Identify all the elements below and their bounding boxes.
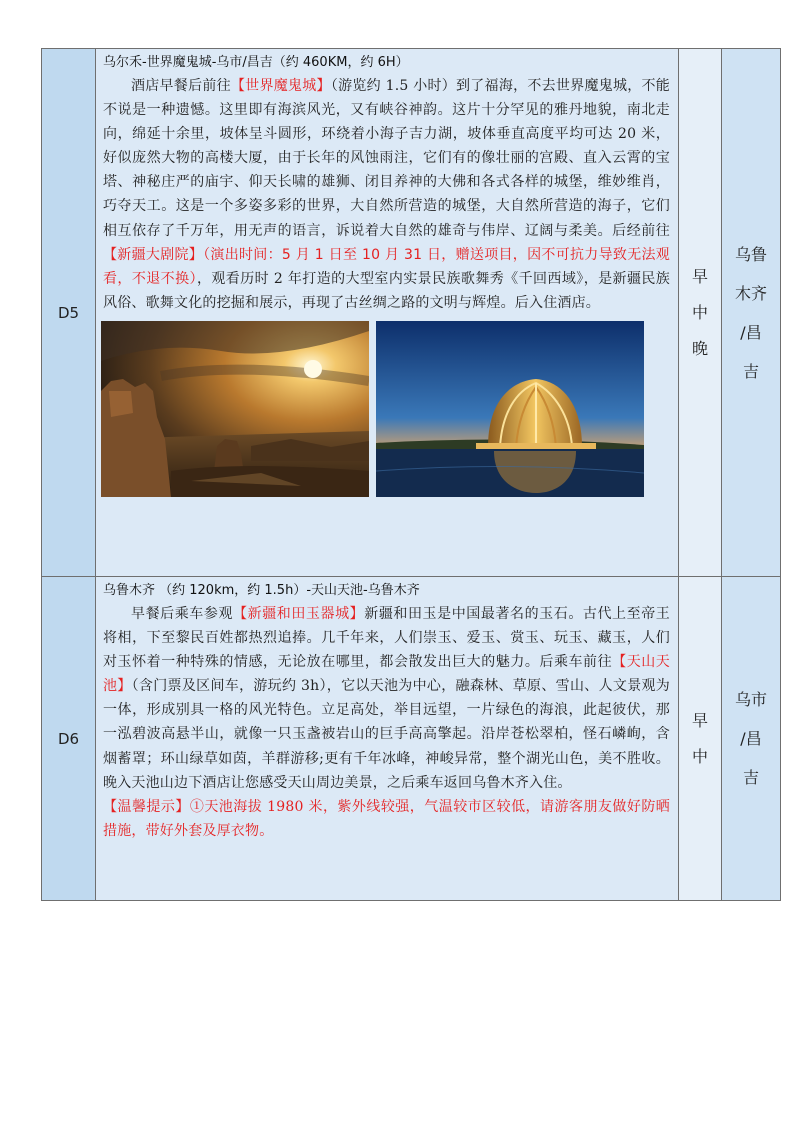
meal-cell bbox=[679, 49, 722, 577]
description-text: （含门票及区间车，游玩约 3h），它以天池为中心，融森林、草原、雪山、人文景观为一体，形成别具一格的风光特色。立足高处，举目远望，一片绿色的海浪，此起彼伏，那一泓碧波高悬半山，就像一只玉盏被岩山的巨手高高擎起。沿岸苍松翠柏，怪石嶙峋，含烟蓄罩；环山绿草如茵，羊群游移;更有千年冰峰，神峻异常，整个湖光山色，美不胜收。晚入天池山边下酒店让您感受天山周边美景，之后乘车返回乌鲁木齐入住。 bbox=[103, 678, 671, 791]
description-text: 早餐后乘车参观 bbox=[131, 606, 234, 622]
hotel-line: 吉 bbox=[742, 768, 759, 787]
description-text: 酒店早餐后前往 bbox=[131, 78, 231, 94]
meal-cell bbox=[679, 577, 722, 901]
meal-breakfast: 早 bbox=[691, 266, 708, 286]
tip-label: 【温馨提示】 bbox=[103, 798, 190, 815]
hotel-line: /昌 bbox=[740, 729, 762, 748]
day-label: D6 bbox=[42, 577, 96, 901]
ghost-city-photo bbox=[101, 321, 369, 497]
day-description bbox=[103, 602, 670, 795]
meal-breakfast: 早 bbox=[691, 710, 708, 730]
attraction-highlight: 【新疆大剧院】（演出时间：5 月 1 日至 10 月 31 日，赠送项目，因不可抗力导致无法观看，不退不换） bbox=[103, 246, 670, 287]
hotel-line: 乌鲁 bbox=[734, 244, 767, 264]
description-text: ，观看历时 2 年打造的大型室内实景民族歌舞秀《千回西域》，是新疆民族风俗、歌舞文化的挖掘和展示，再现了古丝绸之路的文明与辉煌。后入住酒店。 bbox=[103, 270, 670, 311]
photo-row bbox=[101, 321, 670, 497]
hotel-line: /昌 bbox=[740, 322, 762, 342]
grand-theater-photo bbox=[376, 321, 644, 497]
hotel-cell bbox=[722, 577, 781, 901]
day-row-d5 bbox=[42, 49, 781, 577]
meal-lunch: 中 bbox=[691, 302, 708, 322]
hotel-cell bbox=[722, 49, 781, 577]
attraction-highlight: 【天山天池】 bbox=[103, 654, 670, 695]
tip-paragraph bbox=[103, 795, 670, 843]
attraction-highlight: 【世界魔鬼城】 bbox=[230, 78, 331, 94]
day-description bbox=[103, 74, 670, 315]
description-text: （游览约 1.5 小时）到了福海，不去世界魔鬼城，不能不说是一种遗憾。这里即有海滨风光，又有峡谷神韵。这片十分罕见的雅丹地貌，南北走向，绵延十余里，坡体呈斗圆形，环绕着小海子吉力湖，坡体垂直高度平均可达 20 米，好似庞然大物的高楼大厦，由于长年的风蚀雨注，它们有的像壮丽的宫殿、直入云霄的宝塔、神秘庄严的庙宇、仰天长啸的雄狮、闭目养神的大佛和各式各样的城堡，维妙维肖，巧夺天工。这是一个多姿多彩的世界，大自然所营造的城堡，大自然所营造的海子，它们相互依存了千万年，用无声的语言，诉说着大自然的雄奇与伟岸、辽阔与柔美。后经前往 bbox=[103, 78, 670, 239]
tip-text: ①天池海拔 1980 米，紫外线较强，气温较市区较低，请游客朋友做好防晒措施，带好外套及厚衣物。 bbox=[103, 798, 671, 839]
day-title: 乌尔禾-世界魔鬼城-乌市/昌吉（约 460KM，约 6H） bbox=[103, 55, 409, 70]
meal-lunch: 中 bbox=[691, 746, 708, 766]
day-content bbox=[96, 49, 679, 577]
day-row-d6 bbox=[42, 577, 781, 901]
attraction-highlight: 【新疆和田玉器城】 bbox=[233, 606, 365, 622]
day-title: 乌鲁木齐 （约 120km，约 1.5h）-天山天池-乌鲁木齐 bbox=[103, 583, 420, 598]
day-content bbox=[96, 577, 679, 901]
description-text: 新疆和田玉是中国最著名的玉石。古代上至帝王将相，下至黎民百姓都热烈追捧。几千年来，人们崇玉、爱玉、赏玉、玩玉、藏玉，人们对玉怀着一种特殊的情感，无论放在哪里，都会散发出巨大的魅力。后乘车前往 bbox=[103, 606, 670, 671]
day-label: D5 bbox=[42, 49, 96, 577]
meal-dinner: 晚 bbox=[691, 338, 708, 358]
hotel-line: 木齐 bbox=[734, 283, 767, 303]
itinerary-table bbox=[41, 48, 781, 901]
hotel-line: 吉 bbox=[742, 361, 759, 381]
hotel-line: 乌市 bbox=[734, 690, 767, 709]
